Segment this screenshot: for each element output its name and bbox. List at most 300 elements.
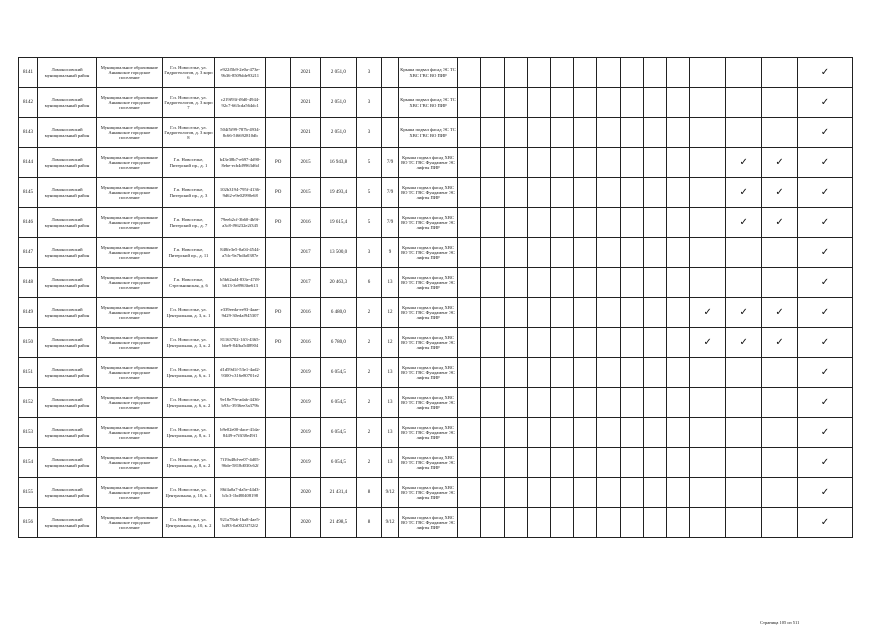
- work-check-cell: [458, 178, 481, 208]
- municipality-name: Муниципальное образование Аннинское городское поселение: [97, 148, 162, 178]
- work-check-cell: [620, 208, 643, 238]
- work-check-cell: [527, 508, 550, 538]
- work-check-cell: [504, 238, 527, 268]
- works-list: Крыша подвал фасад ХВС ВО ТС ГВС Фундамент ЭС лифты ПИР: [399, 448, 458, 478]
- work-check-cell: [762, 178, 798, 208]
- work-check-cell: [504, 328, 527, 358]
- work-check-cell: [726, 238, 762, 268]
- works-list: Крыша подвал фасад ХВС ВО ТС ГВС Фундамент ЭС лифты ПИР: [399, 268, 458, 298]
- check-mark-icon: ✓: [820, 336, 830, 348]
- work-check-cell: [620, 508, 643, 538]
- work-check-cell: [762, 148, 798, 178]
- work-check-cell: [762, 238, 798, 268]
- year: 2017: [291, 238, 321, 268]
- work-check-cell: [481, 388, 504, 418]
- work-check-cell: [620, 298, 643, 328]
- row-number: 8151: [19, 358, 38, 388]
- work-check-cell: [726, 388, 762, 418]
- work-check-cell: [797, 418, 852, 448]
- work-check-cell: [620, 58, 643, 88]
- work-check-cell: [597, 88, 620, 118]
- building-guid: 79eeb2cf-3b60-4b9f-a3c8-f96232e2f345: [215, 208, 266, 238]
- municipality-name: Муниципальное образование Аннинское городское поселение: [97, 178, 162, 208]
- entrances: 9: [382, 238, 399, 268]
- work-check-cell: [574, 478, 597, 508]
- work-check-cell: [620, 388, 643, 418]
- address: Г.п. Новоселье, ул. Центральная, д. 6, к. 2: [162, 388, 215, 418]
- floors: 3: [356, 88, 381, 118]
- ro-flag: [266, 238, 291, 268]
- table-row: [19, 88, 853, 118]
- table-row: [19, 58, 853, 88]
- building-guid: d1d59d1f-53e1-4ad2-9300-c316e80701e2: [215, 358, 266, 388]
- work-check-cell: [762, 328, 798, 358]
- ro-flag: [266, 418, 291, 448]
- work-check-cell: [527, 298, 550, 328]
- municipality-name: Муниципальное образование Аннинское городское поселение: [97, 238, 162, 268]
- work-check-cell: [726, 298, 762, 328]
- work-check-cell: [690, 178, 726, 208]
- work-check-cell: [504, 508, 527, 538]
- work-check-cell: [574, 328, 597, 358]
- work-check-cell: [690, 508, 726, 538]
- building-guid: 848fe3e5-0a04-4544-a7dc-9a7bdfa0387e: [215, 238, 266, 268]
- work-check-cell: [762, 268, 798, 298]
- address: Г.п. Новоселье, Стрельнинская, д. 6: [162, 268, 215, 298]
- table-row: [19, 298, 853, 328]
- work-check-cell: [504, 358, 527, 388]
- year: 2021: [291, 118, 321, 148]
- work-check-cell: [667, 238, 690, 268]
- building-guid: b43e38b7-e697-4d90-8ebe-ecb4d9963d6d: [215, 148, 266, 178]
- work-check-cell: [762, 88, 798, 118]
- table-row: [19, 268, 853, 298]
- work-check-cell: [667, 118, 690, 148]
- area: 16 943,8: [320, 148, 356, 178]
- work-check-cell: [574, 388, 597, 418]
- work-check-cell: [504, 118, 527, 148]
- floors: 8: [356, 478, 381, 508]
- work-check-cell: [690, 148, 726, 178]
- work-check-cell: [550, 328, 573, 358]
- row-number: 8152: [19, 388, 38, 418]
- entrances: [382, 58, 399, 88]
- work-check-cell: [504, 448, 527, 478]
- work-check-cell: [797, 358, 852, 388]
- work-check-cell: [458, 88, 481, 118]
- district-name: Ломоносовский муниципальный район: [38, 238, 97, 268]
- work-check-cell: [527, 208, 550, 238]
- address: Г.п. Новоселье, ул. Гидрогеологов, д. 3 корп 8: [162, 118, 215, 148]
- work-check-cell: [620, 238, 643, 268]
- work-check-cell: [762, 388, 798, 418]
- work-check-cell: [458, 118, 481, 148]
- building-guid: 7f19a48d-ee07-4d05-96de-5818d030c62f: [215, 448, 266, 478]
- table-row: [19, 478, 853, 508]
- work-check-cell: [667, 208, 690, 238]
- work-check-cell: [504, 268, 527, 298]
- floors: 2: [356, 418, 381, 448]
- building-guid: 504f5f99-787b-4934-8c66-5f6692810db: [215, 118, 266, 148]
- work-check-cell: [527, 118, 550, 148]
- work-check-cell: [726, 58, 762, 88]
- ro-flag: [266, 358, 291, 388]
- check-mark-icon: ✓: [820, 216, 830, 228]
- building-guid: 81163702-1ff3-4365-bbe9-84fba5dl8904: [215, 328, 266, 358]
- municipality-name: Муниципальное образование Аннинское городское поселение: [97, 358, 162, 388]
- works-list: Крыша подвал фасад ХВС ВО ТС ГВС Фундамент ЭС лифты ПИР: [399, 238, 458, 268]
- work-check-cell: [726, 328, 762, 358]
- municipality-name: Муниципальное образование Аннинское городское поселение: [97, 208, 162, 238]
- work-check-cell: [504, 388, 527, 418]
- ro-flag: [266, 508, 291, 538]
- district-name: Ломоносовский муниципальный район: [38, 298, 97, 328]
- work-check-cell: [667, 418, 690, 448]
- work-check-cell: [481, 178, 504, 208]
- work-check-cell: [726, 448, 762, 478]
- floors: 5: [356, 148, 381, 178]
- address: Г.п. Новоселье, ул. Гидрогеологов, д. 3 корп 6: [162, 58, 215, 88]
- work-check-cell: [762, 448, 798, 478]
- building-guid: 921a78a6-1ba8-4ae5-b493-0a0023f7f2f2: [215, 508, 266, 538]
- work-check-cell: [762, 58, 798, 88]
- work-check-cell: [504, 58, 527, 88]
- work-check-cell: [504, 298, 527, 328]
- municipality-name: Муниципальное образование Аннинское городское поселение: [97, 508, 162, 538]
- municipality-name: Муниципальное образование Аннинское городское поселение: [97, 58, 162, 88]
- work-check-cell: [550, 178, 573, 208]
- work-check-cell: [643, 148, 666, 178]
- work-check-cell: [481, 508, 504, 538]
- row-number: 8148: [19, 268, 38, 298]
- district-name: Ломоносовский муниципальный район: [38, 88, 97, 118]
- works-list: Крыша подвал фасад ХВС ВО ТС ГВС Фундамент ЭС лифты ПИР: [399, 148, 458, 178]
- work-check-cell: [504, 148, 527, 178]
- area: 6 054,5: [320, 358, 356, 388]
- district-name: Ломоносовский муниципальный район: [38, 418, 97, 448]
- district-name: Ломоносовский муниципальный район: [38, 118, 97, 148]
- work-check-cell: [458, 388, 481, 418]
- row-number: 8146: [19, 208, 38, 238]
- work-check-cell: [574, 418, 597, 448]
- work-check-cell: [667, 268, 690, 298]
- work-check-cell: [762, 298, 798, 328]
- work-check-cell: [597, 268, 620, 298]
- check-mark-icon: ✓: [820, 246, 830, 258]
- work-check-cell: [597, 418, 620, 448]
- area: 6 054,5: [320, 448, 356, 478]
- year: 2015: [291, 148, 321, 178]
- area: 2 051,0: [320, 58, 356, 88]
- works-list: Крыша подвал фасад ХВС ВО ТС ГВС Фундамент ЭС лифты ПИР: [399, 178, 458, 208]
- work-check-cell: [620, 358, 643, 388]
- work-check-cell: [667, 388, 690, 418]
- work-check-cell: [481, 358, 504, 388]
- entrances: 13: [382, 358, 399, 388]
- year: 2021: [291, 88, 321, 118]
- check-mark-icon: ✓: [820, 186, 830, 198]
- year: 2021: [291, 58, 321, 88]
- table-row: [19, 328, 853, 358]
- work-check-cell: [504, 478, 527, 508]
- work-check-cell: [690, 238, 726, 268]
- works-list: Крыша подвал фасад ХВС ВО ТС ГВС Фундамент ЭС лифты ПИР: [399, 478, 458, 508]
- work-check-cell: [574, 118, 597, 148]
- work-check-cell: [481, 328, 504, 358]
- municipality-name: Муниципальное образование Аннинское городское поселение: [97, 268, 162, 298]
- work-check-cell: [797, 118, 852, 148]
- work-check-cell: [643, 328, 666, 358]
- work-check-cell: [690, 388, 726, 418]
- work-check-cell: [797, 238, 852, 268]
- work-check-cell: [458, 208, 481, 238]
- work-check-cell: [797, 178, 852, 208]
- work-check-cell: [667, 358, 690, 388]
- work-check-cell: [597, 178, 620, 208]
- row-number: 8155: [19, 478, 38, 508]
- year: 2020: [291, 478, 321, 508]
- check-mark-icon: ✓: [739, 336, 748, 348]
- year: 2019: [291, 388, 321, 418]
- work-check-cell: [504, 208, 527, 238]
- address: Г.п. Новоселье, ул. Центральная, д. 6, к. 1: [162, 358, 215, 388]
- work-check-cell: [620, 88, 643, 118]
- entrances: [382, 118, 399, 148]
- work-check-cell: [504, 418, 527, 448]
- work-check-cell: [690, 88, 726, 118]
- works-list: Крыша подвал фасад ЭС ТС ХВС ГВС ВО ПИР: [399, 58, 458, 88]
- work-check-cell: [504, 88, 527, 118]
- work-check-cell: [762, 358, 798, 388]
- work-check-cell: [597, 148, 620, 178]
- work-check-cell: [726, 508, 762, 538]
- area: 21 498,5: [320, 508, 356, 538]
- entrances: 13: [382, 448, 399, 478]
- year: 2019: [291, 418, 321, 448]
- work-check-cell: [458, 148, 481, 178]
- work-check-cell: [690, 208, 726, 238]
- work-check-cell: [762, 478, 798, 508]
- row-number: 8156: [19, 508, 38, 538]
- check-mark-icon: ✓: [775, 306, 784, 318]
- year: 2016: [291, 298, 321, 328]
- building-guid: e339eeda-ee93-4aae-9d29-30edaf945307: [215, 298, 266, 328]
- district-name: Ломоносовский муниципальный район: [38, 508, 97, 538]
- work-check-cell: [667, 88, 690, 118]
- entrances: 13: [382, 268, 399, 298]
- work-check-cell: [574, 448, 597, 478]
- work-check-cell: [550, 508, 573, 538]
- ro-flag: РО: [266, 178, 291, 208]
- work-check-cell: [726, 478, 762, 508]
- table-row: [19, 208, 853, 238]
- check-mark-icon: ✓: [703, 336, 712, 348]
- year: 2016: [291, 208, 321, 238]
- work-check-cell: [726, 268, 762, 298]
- table-row: [19, 358, 853, 388]
- row-number: 8145: [19, 178, 38, 208]
- work-check-cell: [797, 148, 852, 178]
- area: 21 431,4: [320, 478, 356, 508]
- work-check-cell: [762, 418, 798, 448]
- work-check-cell: [762, 508, 798, 538]
- row-number: 8143: [19, 118, 38, 148]
- check-mark-icon: ✓: [820, 126, 830, 138]
- work-check-cell: [550, 418, 573, 448]
- year: 2020: [291, 508, 321, 538]
- building-guid: 9e18e79e-adab-4436-b93c-3936ee3a379b: [215, 388, 266, 418]
- work-check-cell: [620, 268, 643, 298]
- area: 6 054,5: [320, 388, 356, 418]
- work-check-cell: [458, 448, 481, 478]
- work-check-cell: [690, 418, 726, 448]
- work-check-cell: [726, 88, 762, 118]
- work-check-cell: [550, 58, 573, 88]
- building-guid: b9e02e00-dace-41da-8449-e7fff38e49f1: [215, 418, 266, 448]
- work-check-cell: [458, 358, 481, 388]
- works-list: Крыша подвал фасад ЭС ТС ХВС ГВС ВО ПИР: [399, 118, 458, 148]
- work-check-cell: [620, 148, 643, 178]
- address: Г.п. Новоселье, ул. Центральная, д. 10, к. 1: [162, 478, 215, 508]
- work-check-cell: [643, 58, 666, 88]
- work-check-cell: [597, 328, 620, 358]
- check-mark-icon: ✓: [820, 366, 830, 378]
- district-name: Ломоносовский муниципальный район: [38, 58, 97, 88]
- work-check-cell: [574, 268, 597, 298]
- municipality-name: Муниципальное образование Аннинское городское поселение: [97, 118, 162, 148]
- check-mark-icon: ✓: [703, 306, 712, 318]
- work-check-cell: [667, 478, 690, 508]
- check-mark-icon: ✓: [775, 156, 784, 168]
- row-number: 8147: [19, 238, 38, 268]
- table-row: [19, 238, 853, 268]
- work-check-cell: [574, 178, 597, 208]
- entrances: 13: [382, 388, 399, 418]
- housing-register-table: [18, 57, 853, 538]
- entrances: 13: [382, 418, 399, 448]
- work-check-cell: [481, 148, 504, 178]
- municipality-name: Муниципальное образование Аннинское городское поселение: [97, 418, 162, 448]
- municipality-name: Муниципальное образование Аннинское городское поселение: [97, 298, 162, 328]
- work-check-cell: [527, 178, 550, 208]
- work-check-cell: [797, 508, 852, 538]
- works-list: Крыша подвал фасад ХВС ВО ТС ГВС Фундамент ЭС лифты ПИР: [399, 298, 458, 328]
- floors: 3: [356, 58, 381, 88]
- work-check-cell: [690, 478, 726, 508]
- table-row: [19, 178, 853, 208]
- work-check-cell: [481, 298, 504, 328]
- work-check-cell: [458, 268, 481, 298]
- address: Г.п. Новоселье, ул. Центральная, д. 3, к. 1: [162, 298, 215, 328]
- work-check-cell: [620, 448, 643, 478]
- work-check-cell: [690, 448, 726, 478]
- work-check-cell: [643, 298, 666, 328]
- table-row: [19, 118, 853, 148]
- work-check-cell: [667, 148, 690, 178]
- work-check-cell: [797, 268, 852, 298]
- work-check-cell: [667, 328, 690, 358]
- work-check-cell: [690, 118, 726, 148]
- work-check-cell: [550, 268, 573, 298]
- work-check-cell: [550, 298, 573, 328]
- check-mark-icon: ✓: [820, 276, 830, 288]
- address: Г.п. Новоселье, ул. Центральная, д. 10, к. 2: [162, 508, 215, 538]
- check-mark-icon: ✓: [820, 516, 830, 528]
- area: 20 463,3: [320, 268, 356, 298]
- ro-flag: [266, 88, 291, 118]
- work-check-cell: [797, 328, 852, 358]
- work-check-cell: [527, 58, 550, 88]
- area: 19 615,4: [320, 208, 356, 238]
- check-mark-icon: ✓: [739, 156, 748, 168]
- page-footer: Страница 105 из 511: [760, 620, 800, 625]
- work-check-cell: [667, 448, 690, 478]
- work-check-cell: [458, 238, 481, 268]
- work-check-cell: [643, 238, 666, 268]
- work-check-cell: [643, 88, 666, 118]
- work-check-cell: [643, 508, 666, 538]
- check-mark-icon: ✓: [739, 216, 748, 228]
- district-name: Ломоносовский муниципальный район: [38, 478, 97, 508]
- work-check-cell: [643, 208, 666, 238]
- area: 19 493,4: [320, 178, 356, 208]
- municipality-name: Муниципальное образование Аннинское городское поселение: [97, 88, 162, 118]
- work-check-cell: [458, 418, 481, 448]
- ro-flag: [266, 478, 291, 508]
- year: 2019: [291, 448, 321, 478]
- address: Г.п. Новоселье, ул. Гидрогеологов, д. 3 корп 7: [162, 88, 215, 118]
- municipality-name: Муниципальное образование Аннинское городское поселение: [97, 328, 162, 358]
- address: Г.п. Новоселье, ул. Центральная, д. 8, к. 2: [162, 448, 215, 478]
- work-check-cell: [597, 448, 620, 478]
- work-check-cell: [643, 448, 666, 478]
- row-number: 8149: [19, 298, 38, 328]
- work-check-cell: [481, 238, 504, 268]
- work-check-cell: [574, 238, 597, 268]
- address: Г.п. Новоселье, ул. Центральная, д. 8, к. 1: [162, 418, 215, 448]
- year: 2015: [291, 178, 321, 208]
- work-check-cell: [643, 268, 666, 298]
- area: 6 054,5: [320, 418, 356, 448]
- work-check-cell: [527, 88, 550, 118]
- area: 6 780,0: [320, 328, 356, 358]
- address: Г.п. Новоселье, ул. Центральная, д. 3, к. 2: [162, 328, 215, 358]
- work-check-cell: [527, 328, 550, 358]
- work-check-cell: [620, 418, 643, 448]
- check-mark-icon: ✓: [820, 96, 830, 108]
- building-guid: 102b3194-795f-4136-9d62-e9e02990e68: [215, 178, 266, 208]
- work-check-cell: [481, 58, 504, 88]
- check-mark-icon: ✓: [820, 306, 830, 318]
- area: 13 500,0: [320, 238, 356, 268]
- row-number: 8153: [19, 418, 38, 448]
- work-check-cell: [527, 448, 550, 478]
- work-check-cell: [726, 418, 762, 448]
- work-check-cell: [726, 178, 762, 208]
- work-check-cell: [550, 148, 573, 178]
- municipality-name: Муниципальное образование Аннинское городское поселение: [97, 448, 162, 478]
- floors: 6: [356, 268, 381, 298]
- work-check-cell: [797, 478, 852, 508]
- check-mark-icon: ✓: [775, 186, 784, 198]
- check-mark-icon: ✓: [775, 336, 784, 348]
- district-name: Ломоносовский муниципальный район: [38, 328, 97, 358]
- building-guid: c219f93f-f8d0-4944-92c7-663cda564dc1: [215, 88, 266, 118]
- work-check-cell: [797, 448, 852, 478]
- work-check-cell: [762, 208, 798, 238]
- floors: 2: [356, 298, 381, 328]
- ro-flag: [266, 58, 291, 88]
